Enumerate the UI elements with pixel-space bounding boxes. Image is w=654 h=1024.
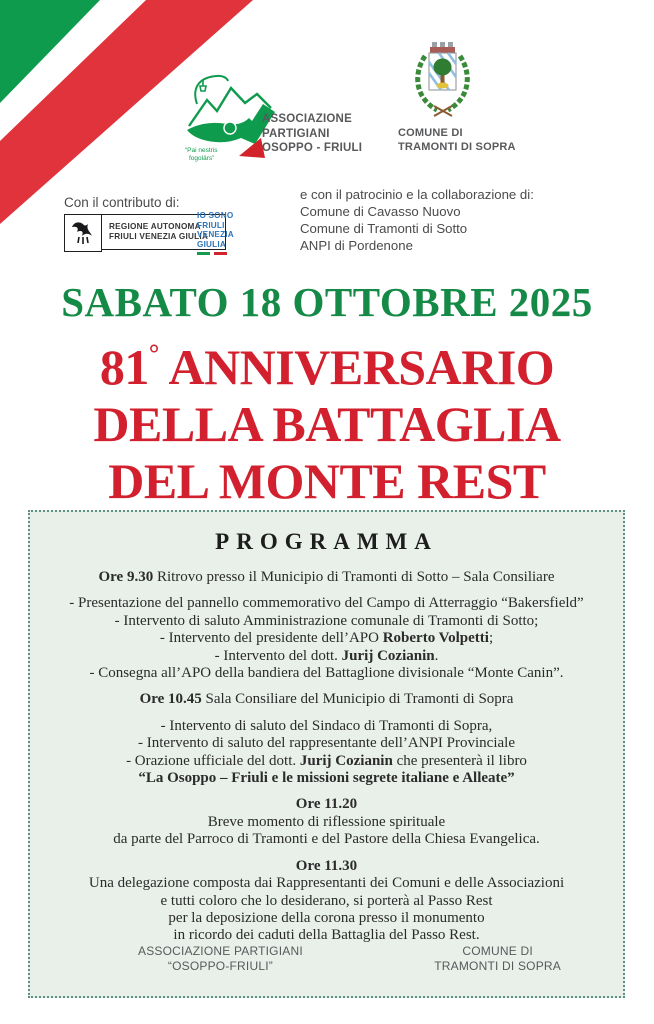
program-line: - Consegna all’APO della bandiera del Battaglione divisionale “Monte Canin”.	[89, 665, 564, 682]
patronage-block	[300, 186, 534, 254]
green-bar-icon	[197, 252, 210, 255]
comune-crest-icon	[412, 42, 474, 122]
event-date-title: SABATO 18 OTTOBRE 2025	[61, 279, 593, 325]
program-line: Ore 9.30 Ritrovo presso il Municipio di Tramonti di Sotto – Sala Consiliare	[98, 569, 555, 585]
fvg-eagle-icon	[64, 214, 102, 252]
red-bar-icon	[214, 252, 227, 255]
io-sono-line4: GIULIA	[197, 239, 226, 249]
footer-left-line2: “OSOPPO-FRIULI”	[167, 959, 273, 973]
patronage-item: Comune di Tramonti di Sotto	[300, 221, 468, 236]
event-title-line2: DELLA BATTAGLIA	[93, 396, 561, 452]
program-line: e tutti coloro che lo desiderano, si porterà al Passo Rest	[160, 892, 493, 909]
event-title-line1	[0, 325, 654, 396]
comune-name-line2: TRAMONTI DI SOPRA	[398, 140, 516, 153]
program-line: da parte del Parroco di Tramonti e del Pastore della Chiesa Evangelica.	[113, 831, 540, 848]
program-line: - Intervento di saluto del Sindaco di Tramonti di Sopra,	[160, 717, 493, 734]
program-line: Ore 11.20	[295, 796, 358, 813]
io-sono-line1: IO SONO	[197, 211, 234, 220]
organizers-footer	[30, 944, 623, 974]
program-line: “La Osoppo – Friuli e le missioni segrete italiane e Alleate”	[138, 770, 515, 787]
program-line: Ore 11.30	[295, 857, 358, 874]
program-line: per la deposizione della corona presso il monumento	[168, 909, 485, 926]
event-title-block	[0, 279, 654, 510]
event-title-line3: DEL MONTE REST	[108, 453, 546, 509]
apo-name-line3: OSOPPO - FRIULI	[262, 142, 363, 154]
fvg-region-line1: REGIONE AUTONOMA	[109, 221, 201, 231]
io-sono-flag-bars	[197, 252, 234, 255]
footer-right	[434, 944, 561, 974]
footer-right-line2: TRAMONTI DI SOPRA	[434, 959, 561, 973]
degree-symbol: °	[148, 339, 160, 368]
patronage-item: ANPI di Pordenone	[300, 238, 413, 253]
io-sono-line2: FRIULI	[197, 220, 225, 230]
apo-name-line2: PARTIGIANI	[262, 127, 330, 140]
program-line: Una delegazione composta dai Rappresentanti dei Comuni e delle Associazioni	[88, 875, 565, 892]
program-line: Breve momento di riflessione spirituale	[207, 813, 446, 830]
io-sono-fvg-logo	[197, 211, 234, 255]
patronage-intro: e con il patrocinio e la collaborazione di:	[300, 187, 534, 202]
io-sono-line3: VENEZIA	[197, 230, 234, 240]
comune-name	[398, 127, 528, 154]
comune-logo-block	[398, 42, 528, 154]
program-line: - Intervento di saluto del rappresentante dell’ANPI Provinciale	[138, 735, 515, 752]
program-box	[28, 510, 625, 998]
program-line: - Orazione ufficiale del dott. Jurij Cozianin che presenterà il libro	[126, 752, 527, 769]
footer-right-line1: COMUNE DI	[462, 944, 533, 958]
anniversary-word: ANNIVERSARIO	[159, 339, 555, 395]
comune-name-line1: COMUNE DI	[398, 127, 463, 139]
apo-name	[262, 112, 362, 156]
apo-name-line1: ASSOCIAZIONE	[262, 113, 352, 125]
program-line: - Intervento del dott. Jurij Cozianin.	[214, 647, 439, 664]
apo-logo-block	[183, 70, 363, 170]
apo-motto-line1: “Pai nestris	[185, 147, 218, 154]
anniversary-number: 81	[99, 339, 149, 395]
program-line: - Intervento di saluto Amministrazione comunale di Tramonti di Sotto;	[114, 612, 539, 629]
program-lines	[30, 569, 623, 945]
apo-motto-line2: fogolârs”	[189, 155, 215, 162]
patronage-item: Comune di Cavasso Nuovo	[300, 204, 461, 219]
program-line: - Presentazione del pannello commemorativo del Campo di Atterraggio “Bakersfield”	[69, 595, 584, 612]
footer-left-line1: ASSOCIAZIONE PARTIGIANI	[138, 944, 303, 958]
program-line: - Intervento del presidente dell’APO Roberto Volpetti;	[159, 630, 494, 647]
footer-left	[138, 944, 303, 974]
program-line: Ore 10.45 Sala Consiliare del Municipio di Tramonti di Sopra	[139, 691, 514, 708]
program-heading: PROGRAMMA	[215, 529, 438, 554]
fvg-region-line2: FRIULI VENEZIA GIULIA	[109, 232, 209, 241]
program-line: in ricordo dei caduti della Battaglia del Passo Rest.	[173, 927, 480, 944]
contributors-label: Con il contributo di:	[64, 195, 180, 210]
